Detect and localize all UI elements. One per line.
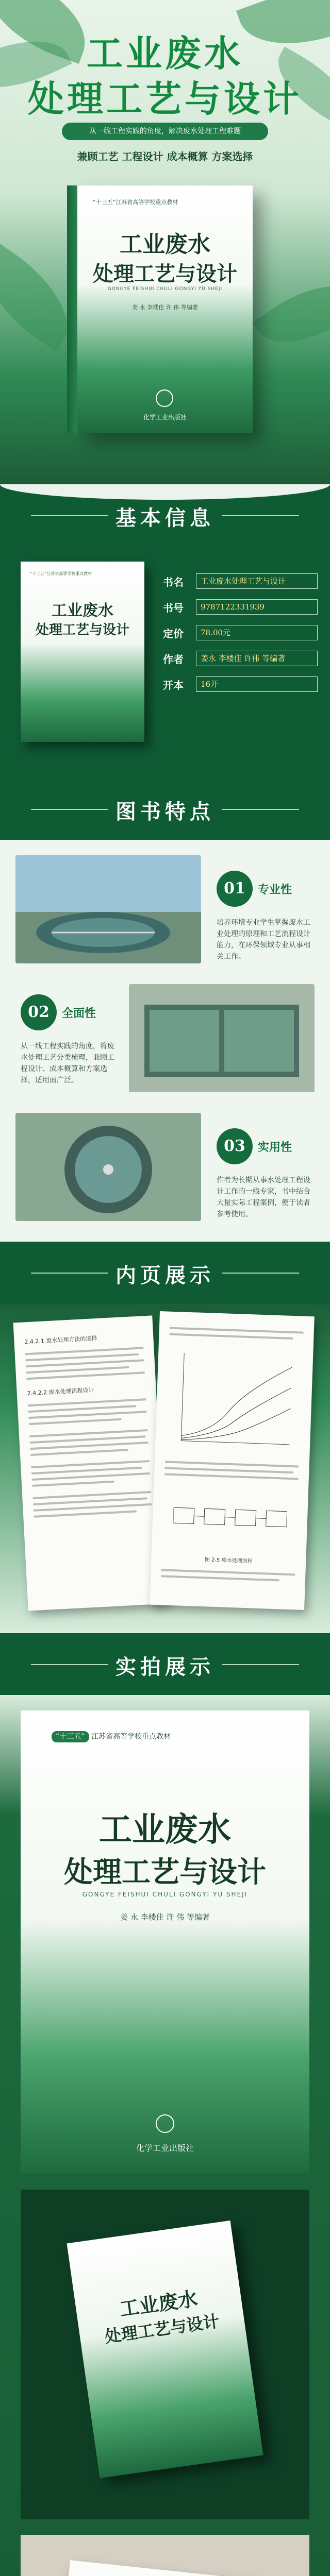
hero-banner bbox=[0, 0, 330, 484]
photo-publisher: 化学工业出版社 bbox=[136, 2143, 194, 2153]
basic-book-title1: 工业废水 bbox=[52, 602, 113, 620]
info-label: 定价 bbox=[163, 627, 184, 640]
text-line bbox=[165, 1461, 299, 1467]
text-line bbox=[30, 1442, 148, 1450]
text-line bbox=[34, 1510, 137, 1517]
angled-title1: 工业废水 bbox=[118, 2286, 199, 2321]
text-line bbox=[32, 1481, 114, 1487]
preview-section bbox=[0, 1303, 330, 1633]
photo-title-line1: 工业废水 bbox=[99, 1810, 231, 1849]
book-title-line1: 工业废水 bbox=[120, 231, 210, 258]
photo-title-line2: 处理工艺与设计 bbox=[64, 1855, 266, 1889]
publisher-logo-icon bbox=[156, 2114, 174, 2133]
feature-photo bbox=[129, 984, 315, 1092]
section-header-photos bbox=[0, 1633, 330, 1695]
info-row-isbn bbox=[163, 598, 318, 616]
text-line bbox=[26, 1371, 145, 1380]
info-label: 作者 bbox=[163, 653, 184, 666]
book-title-line2: 处理工艺与设计 bbox=[93, 262, 237, 286]
info-label: 开本 bbox=[163, 679, 184, 691]
wave-divider bbox=[0, 484, 330, 500]
series-text: 江苏省高等学校重点教材 bbox=[91, 1733, 171, 1741]
section-title: 图书特点 bbox=[116, 800, 214, 824]
publisher-logo-icon bbox=[156, 389, 173, 407]
info-value: 姜永 李楼佳 许伟 等编著 bbox=[196, 651, 318, 666]
photo-pinyin: GONGYE FEISHUI CHULI GONGYI YU SHEJI bbox=[82, 1891, 248, 1898]
section-header-features bbox=[0, 778, 330, 840]
text-line bbox=[164, 1467, 293, 1473]
feature-number: 01 bbox=[217, 871, 253, 907]
section-title: 内页展示 bbox=[116, 1263, 214, 1287]
book-cover bbox=[77, 185, 253, 433]
photo-angled bbox=[21, 2190, 309, 2519]
info-row-title bbox=[163, 572, 318, 590]
book-spine bbox=[67, 185, 78, 433]
feature-text: 培养环境专业学生掌握废水工业处理的原理和工艺流程设计能力，在环保领域专业从事相关工作。 bbox=[217, 919, 310, 961]
text-line bbox=[170, 1327, 304, 1334]
treatment-plant-photo-icon bbox=[15, 855, 201, 963]
photo-series bbox=[52, 1731, 171, 1741]
hero-tags: 兼顾工艺 工程设计 成本概算 方案选择 bbox=[77, 150, 253, 163]
series-badge: “十三五” bbox=[52, 1731, 89, 1742]
series-text: “十三五”江苏省高等学校重点教材 bbox=[93, 199, 178, 206]
book-pinyin: GONGYE FEISHUI CHULI GONGYI YU SHEJI bbox=[107, 286, 223, 292]
photo-authors: 姜 永 李楼佳 许 伟 等编著 bbox=[120, 1912, 210, 1922]
feature-photo bbox=[15, 855, 201, 963]
photos-section bbox=[0, 1695, 330, 2576]
info-value: 9787122331939 bbox=[196, 599, 318, 615]
preview-page-right bbox=[150, 1311, 315, 1610]
text-line bbox=[31, 1472, 150, 1481]
feature-title: 全面性 bbox=[62, 1007, 96, 1020]
preview-graph-icon bbox=[171, 1348, 298, 1455]
basic-book-series: “十三五”江苏省高等学校重点教材 bbox=[30, 571, 92, 576]
info-label: 书号 bbox=[163, 601, 184, 614]
info-value: 78.00元 bbox=[196, 625, 318, 640]
preview-page-left bbox=[13, 1315, 168, 1611]
page-heading: 2.4.2.2 废水处理流程设计 bbox=[27, 1386, 94, 1397]
feature-photo bbox=[15, 1113, 201, 1221]
info-label: 书名 bbox=[163, 575, 184, 588]
feature-number: 02 bbox=[21, 994, 57, 1030]
leaf-decoration-icon bbox=[252, 264, 330, 365]
text-line bbox=[26, 1366, 129, 1374]
basic-info-list bbox=[163, 572, 318, 701]
feature-title: 专业性 bbox=[258, 883, 292, 896]
fabric-book bbox=[44, 2560, 286, 2576]
book-authors: 姜 永 李楼佳 许 伟 等编著 bbox=[132, 304, 198, 311]
section-header-basic bbox=[0, 484, 330, 546]
photo-book-on-fabric bbox=[21, 2535, 309, 2576]
basic-info-section bbox=[0, 546, 330, 778]
info-value: 工业废水处理工艺与设计 bbox=[196, 573, 318, 589]
hero-title-line2: 处理工艺与设计 bbox=[28, 78, 302, 120]
basic-book-title2: 处理工艺与设计 bbox=[35, 622, 129, 638]
book-publisher: 化学工业出版社 bbox=[143, 414, 187, 421]
feature-text: 从一线工程实践的角度，将废水处理工艺分类梳理，兼顾工程设计、成本概算和方案选择，适用面广泛。 bbox=[21, 1042, 114, 1084]
text-line bbox=[29, 1418, 122, 1425]
hero-title-line1: 工业废水 bbox=[87, 32, 243, 75]
section-title: 基本信息 bbox=[116, 506, 214, 530]
text-line bbox=[169, 1333, 293, 1340]
basic-book-cover bbox=[21, 562, 144, 742]
text-line bbox=[30, 1449, 128, 1456]
feature-number: 03 bbox=[217, 1128, 253, 1164]
text-line bbox=[161, 1575, 279, 1581]
text-line bbox=[28, 1411, 147, 1419]
info-row-price bbox=[163, 623, 318, 642]
hero-subtitle: 从一线工程实践的角度，解决废水处理工程难题 bbox=[62, 123, 268, 140]
info-value: 16开 bbox=[196, 676, 318, 692]
features-section bbox=[0, 840, 330, 1242]
text-line bbox=[164, 1473, 299, 1480]
photo-cover-front bbox=[21, 1710, 309, 2174]
info-row-format bbox=[163, 675, 318, 693]
angled-book bbox=[67, 2221, 263, 2478]
angled-title2: 处理工艺与设计 bbox=[103, 2311, 221, 2347]
flow-diagram-icon bbox=[172, 1487, 288, 1553]
text-line bbox=[161, 1569, 295, 1575]
hero-title bbox=[0, 31, 330, 122]
section-header-preview bbox=[0, 1242, 330, 1303]
page-heading: 2.4.2.1 废水处理方法的选择 bbox=[24, 1334, 97, 1346]
aeration-tank-photo-icon bbox=[129, 984, 315, 1092]
book-series bbox=[93, 198, 178, 206]
section-title: 实拍展示 bbox=[116, 1655, 214, 1679]
feature-title: 实用性 bbox=[258, 1141, 292, 1154]
figure-caption: 图 2-5 废水处理流程 bbox=[204, 1557, 253, 1565]
info-row-author bbox=[163, 649, 318, 668]
feature-text: 作者为长期从事水处理工程设计工作的一线专家，书中结合大量实际工程案例，便于读者参考使用。 bbox=[217, 1176, 310, 1218]
clarifier-photo-icon bbox=[15, 1113, 201, 1221]
